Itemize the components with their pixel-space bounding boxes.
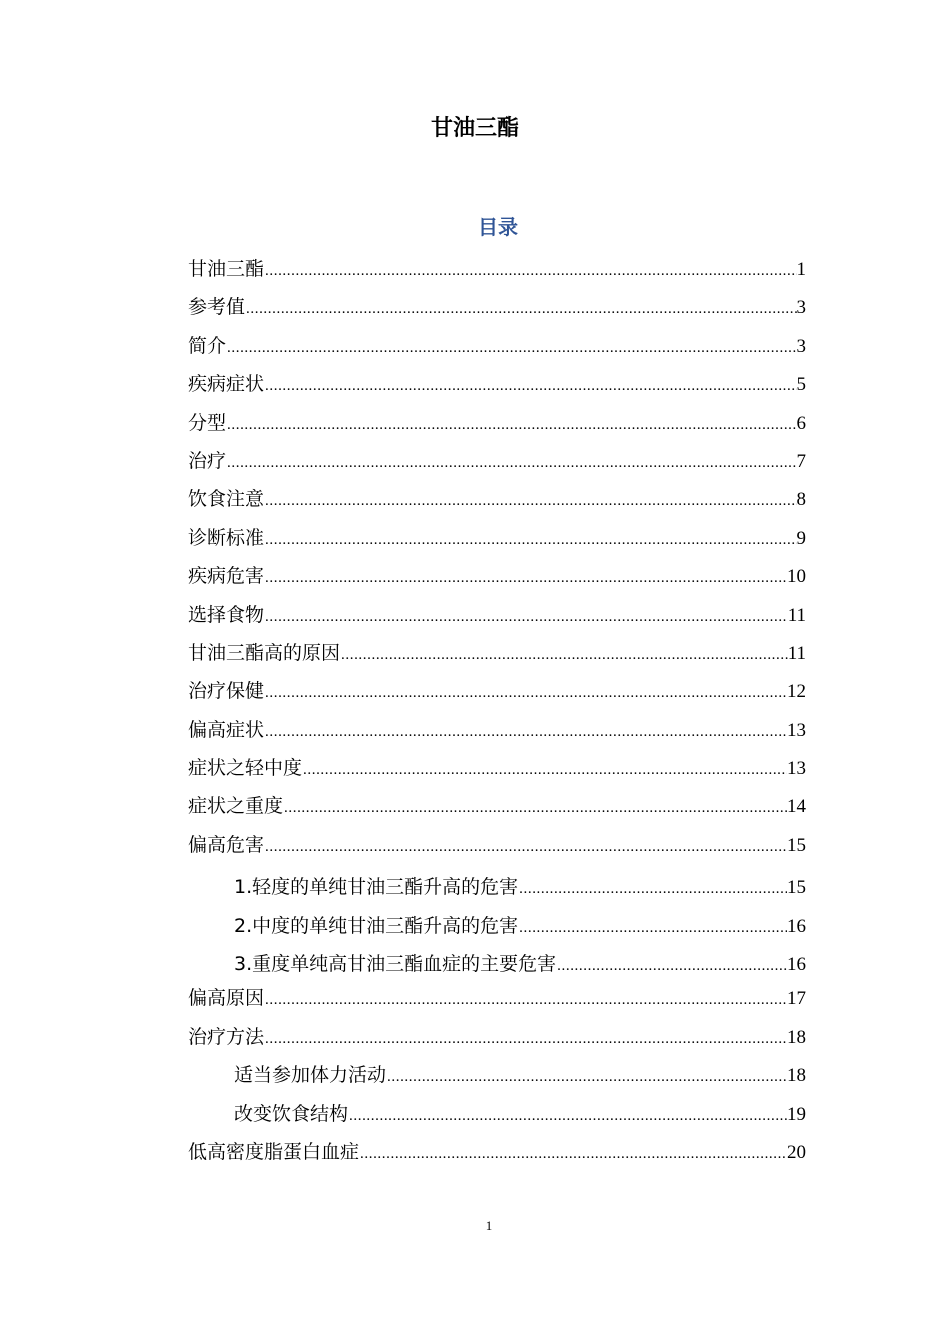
toc-heading: 目录 <box>478 215 518 239</box>
toc-entry-page: 13 <box>787 758 806 780</box>
toc-entry-label: 低高密度脂蛋白血症 <box>188 1140 360 1163</box>
toc-dot-leader <box>283 789 787 827</box>
toc-entry[interactable] <box>188 327 806 365</box>
toc-entry[interactable] <box>188 711 806 749</box>
toc-entry-page: 8 <box>796 489 806 511</box>
toc-dot-leader <box>264 828 787 866</box>
toc-entry-page: 15 <box>787 834 806 856</box>
toc-entry[interactable] <box>188 1133 806 1171</box>
toc-entry-label: 选择食物 <box>188 603 265 626</box>
toc-dot-leader <box>556 947 787 985</box>
toc-entry-label: 3.重度单纯高甘油三酯血症的主要危害 <box>234 953 557 976</box>
toc-entry-page: 3 <box>796 297 806 319</box>
toc-entry-label: 治疗方法 <box>188 1025 265 1048</box>
toc-dot-leader <box>359 1135 787 1173</box>
toc-entry[interactable] <box>188 749 806 787</box>
toc-entry-page: 13 <box>787 719 806 741</box>
toc-entry[interactable] <box>188 557 806 595</box>
toc-subentry[interactable] <box>188 945 806 983</box>
toc-entry-page: 12 <box>787 681 806 703</box>
toc-subentry[interactable] <box>188 868 806 906</box>
toc-entry-page: 17 <box>787 988 806 1010</box>
toc-entry-page: 16 <box>787 915 806 937</box>
toc-entry-page: 16 <box>787 954 806 976</box>
toc-entry-page: 7 <box>796 450 806 472</box>
toc-dot-leader <box>264 521 796 559</box>
page-number: 1 <box>485 1218 493 1233</box>
toc-dot-leader <box>264 713 787 751</box>
toc-entry-label: 偏高症状 <box>188 718 265 741</box>
toc-dot-leader <box>264 367 796 405</box>
toc-entry-page: 19 <box>787 1103 806 1125</box>
toc-dot-leader <box>264 981 787 1019</box>
toc-dot-leader <box>264 674 787 712</box>
table-of-contents <box>188 250 806 1171</box>
toc-entry[interactable] <box>188 404 806 442</box>
toc-dot-leader <box>264 1020 787 1058</box>
toc-subentry[interactable] <box>188 1056 806 1094</box>
toc-entry-label: 适当参加体力活动 <box>234 1064 387 1087</box>
toc-entry[interactable] <box>188 442 806 480</box>
toc-entry-label: 偏高危害 <box>188 833 265 856</box>
toc-dot-leader <box>518 909 787 947</box>
toc-entry[interactable] <box>188 250 806 288</box>
toc-entry-label: 疾病症状 <box>188 373 265 396</box>
toc-entry-page: 15 <box>787 877 806 899</box>
toc-dot-leader <box>264 559 787 597</box>
toc-entry-page: 18 <box>787 1026 806 1048</box>
toc-entry-page: 1 <box>796 259 806 280</box>
toc-subentry[interactable] <box>188 907 806 945</box>
toc-entry[interactable] <box>188 672 806 710</box>
toc-dot-leader <box>226 329 796 367</box>
toc-entry[interactable] <box>188 1018 806 1056</box>
toc-dot-leader <box>340 636 788 674</box>
document-title: 甘油三酯 <box>430 116 519 141</box>
toc-entry-label: 偏高原因 <box>188 987 265 1010</box>
toc-entry-label: 甘油三酯 <box>188 258 265 280</box>
toc-dot-leader <box>264 598 788 636</box>
toc-entry-label: 分型 <box>188 411 227 434</box>
toc-entry[interactable] <box>188 596 806 634</box>
toc-entry-page: 10 <box>787 566 806 588</box>
toc-entry-page: 5 <box>796 374 806 396</box>
toc-entry-page: 11 <box>787 604 806 626</box>
toc-dot-leader <box>386 1058 787 1096</box>
toc-entry-label: 简介 <box>188 334 227 357</box>
toc-entry-label: 疾病危害 <box>188 565 265 588</box>
toc-entry-label: 2.中度的单纯甘油三酯升高的危害 <box>234 914 519 937</box>
toc-entry[interactable] <box>188 288 806 326</box>
toc-entry-page: 11 <box>787 642 806 664</box>
toc-entry-page: 9 <box>796 527 806 549</box>
toc-entry[interactable] <box>188 365 806 403</box>
toc-entry[interactable] <box>188 519 806 557</box>
toc-dot-leader <box>226 406 796 444</box>
toc-entry-label: 治疗保健 <box>188 680 265 703</box>
toc-entry-page: 6 <box>796 412 806 434</box>
toc-entry[interactable] <box>188 634 806 672</box>
toc-dot-leader <box>264 252 796 290</box>
toc-entry-label: 1.轻度的单纯甘油三酯升高的危害 <box>234 876 519 899</box>
toc-dot-leader <box>302 751 787 789</box>
toc-entry[interactable] <box>188 826 806 864</box>
toc-entry[interactable] <box>188 979 806 1017</box>
toc-dot-leader <box>518 870 787 908</box>
toc-entry-label: 改变饮食结构 <box>234 1102 349 1125</box>
toc-entry-page: 18 <box>787 1065 806 1087</box>
toc-entry-label: 症状之重度 <box>188 795 284 818</box>
toc-entry-label: 诊断标准 <box>188 526 265 549</box>
toc-entry-label: 参考值 <box>188 296 246 319</box>
toc-entry-page: 14 <box>787 796 806 818</box>
toc-dot-leader <box>348 1097 787 1135</box>
toc-entry[interactable] <box>188 480 806 518</box>
toc-entry-label: 饮食注意 <box>188 488 265 511</box>
toc-entry[interactable] <box>188 787 806 825</box>
toc-entry-label: 治疗 <box>188 449 227 472</box>
toc-dot-leader <box>264 482 796 520</box>
toc-subentry[interactable] <box>188 1095 806 1133</box>
toc-entry-label: 甘油三酯高的原因 <box>188 641 341 664</box>
toc-entry-page: 3 <box>796 335 806 357</box>
toc-entry-page: 20 <box>787 1141 806 1163</box>
toc-entry-label: 症状之轻中度 <box>188 757 303 780</box>
toc-dot-leader <box>245 290 796 328</box>
toc-dot-leader <box>226 444 796 482</box>
